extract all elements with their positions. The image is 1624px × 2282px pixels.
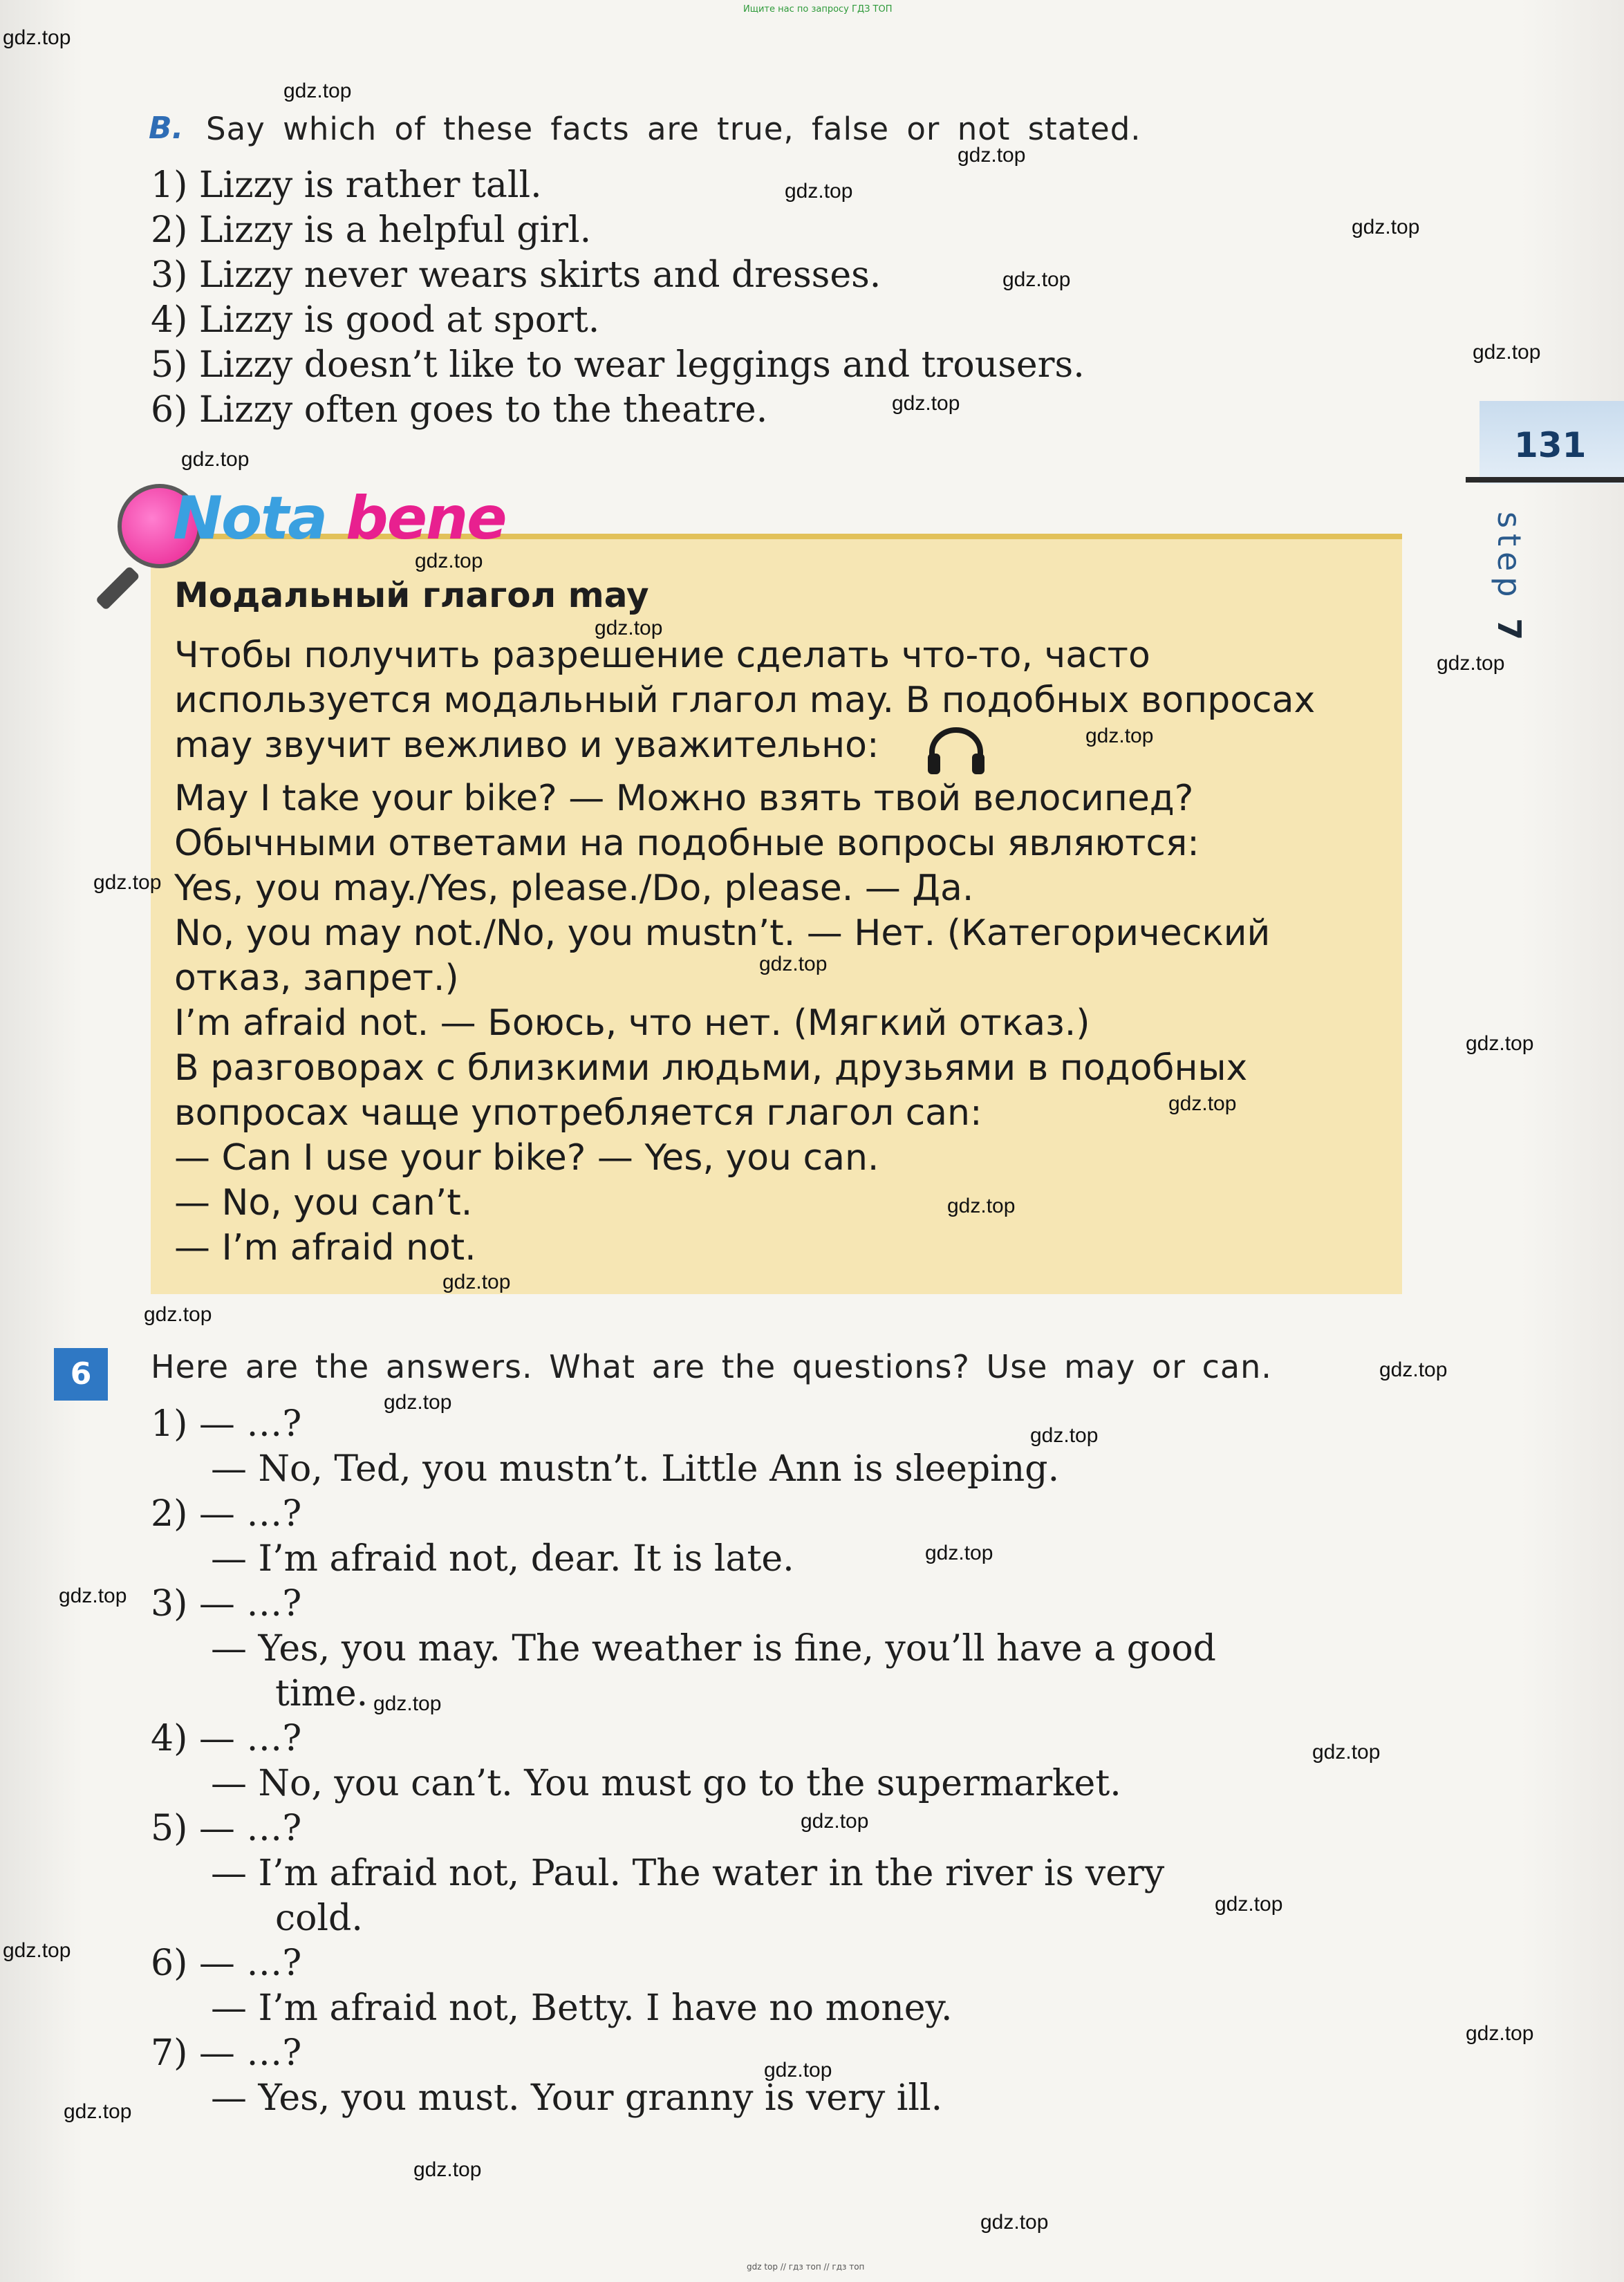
- question-item: 1) — …?: [151, 1403, 302, 1445]
- fact-item: 4) Lizzy is good at sport.: [151, 299, 600, 341]
- watermark-text: gdz.top: [892, 392, 960, 415]
- watermark-text: gdz.top: [1379, 1358, 1448, 1381]
- watermark-text: gdz.top: [1002, 268, 1071, 291]
- watermark-text: gdz.top: [1437, 652, 1505, 675]
- question-item: 5) — …?: [151, 1808, 302, 1849]
- question-item: 6) — …?: [151, 1943, 302, 1984]
- nota-bene-line: используется модальный глагол may. В подобных вопросах: [174, 680, 1316, 721]
- nota-bene-line: No, you may not./No, you mustn’t. — Нет. (Категорический: [174, 913, 1271, 954]
- step-label: [1491, 512, 1528, 646]
- watermark-text: gdz.top: [3, 26, 71, 49]
- step-number: 7: [1491, 618, 1528, 646]
- exercise-instruction: Here are the answers. What are the questions? Use may or can.: [151, 1348, 1272, 1385]
- nota-bene-logo-first: Nota: [173, 484, 327, 553]
- answer-line: — Yes, you must. Your granny is very ill.: [211, 2077, 943, 2119]
- question-item: 3) — …?: [151, 1583, 302, 1625]
- nota-bene-line: В разговорах с близкими людьми, друзьями в подобных: [174, 1047, 1248, 1089]
- watermark-text: gdz.top: [1030, 1424, 1099, 1447]
- watermark-text: gdz.top: [958, 144, 1026, 167]
- nota-bene-line: — I’m afraid not.: [174, 1227, 476, 1269]
- nota-bene-logo: [173, 484, 506, 553]
- watermark-text: gdz.top: [3, 1939, 71, 1962]
- page-number-rule: [1466, 477, 1624, 483]
- nota-bene-line: Yes, you may./Yes, please./Do, please. — Да.: [174, 868, 974, 909]
- answer-line: — I’m afraid not, Betty. I have no money.: [211, 1988, 953, 2029]
- watermark-text: gdz.top: [373, 1692, 442, 1715]
- question-item: 4) — …?: [151, 1718, 302, 1759]
- nota-bene-line: — Can I use your bike? — Yes, you can.: [174, 1137, 879, 1179]
- headphones-icon: [925, 726, 987, 776]
- watermark-text: gdz.top: [1352, 216, 1420, 239]
- watermark-text: gdz.top: [1466, 2022, 1534, 2045]
- watermark-text: gdz.top: [1466, 1032, 1534, 1055]
- answer-line: — No, you can’t. You must go to the supermarket.: [211, 1763, 1121, 1804]
- watermark-text: gdz.top: [1085, 724, 1154, 747]
- top-note: Ищите нас по запросу ГДЗ ТОП: [743, 4, 893, 15]
- watermark-text: gdz.top: [144, 1303, 212, 1326]
- watermark-text: gdz.top: [283, 80, 352, 102]
- page-number: 131: [1514, 425, 1587, 465]
- answer-line: time.: [275, 1673, 368, 1714]
- fact-item: 6) Lizzy often goes to the theatre.: [151, 389, 768, 431]
- fact-item: 1) Lizzy is rather tall.: [151, 165, 542, 206]
- watermark-text: gdz.top: [925, 1542, 993, 1564]
- watermark-text: gdz.top: [980, 2211, 1049, 2234]
- nota-bene-line: — No, you can’t.: [174, 1182, 473, 1224]
- watermark-text: gdz.top: [64, 2100, 132, 2123]
- watermark-text: gdz.top: [1473, 341, 1541, 364]
- watermark-text: gdz.top: [181, 448, 250, 471]
- watermark-text: gdz.top: [947, 1195, 1016, 1217]
- nota-bene-line: may звучит вежливо и уважительно:: [174, 724, 879, 766]
- answer-line: — Yes, you may. The weather is fine, you’ll have a good: [211, 1628, 1216, 1670]
- step-word: step: [1491, 512, 1528, 603]
- watermark-text: gdz.top: [93, 871, 162, 894]
- watermark-text: gdz.top: [415, 550, 483, 572]
- exercise-number-badge: 6: [54, 1348, 108, 1401]
- watermark-text: gdz.top: [764, 2059, 832, 2082]
- watermark-text: gdz.top: [59, 1584, 127, 1607]
- nota-bene-logo-second: bene: [346, 484, 506, 553]
- section-b-letter: B.: [149, 111, 184, 146]
- watermark-text: gdz.top: [384, 1391, 452, 1414]
- answer-line: cold.: [275, 1898, 363, 1939]
- bottom-note: gdz top // гдз топ // гдз топ: [747, 2262, 865, 2272]
- answer-line: — No, Ted, you mustn’t. Little Ann is sleeping.: [211, 1448, 1060, 1490]
- watermark-text: gdz.top: [413, 2158, 482, 2181]
- section-b-instruction: Say which of these facts are true, false or not stated.: [206, 111, 1141, 147]
- nota-bene-title: Модальный глагол may: [174, 575, 649, 615]
- nota-bene-line: Чтобы получить разрешение сделать что-то, часто: [174, 635, 1150, 676]
- watermark-text: gdz.top: [595, 617, 663, 639]
- fact-item: 3) Lizzy never wears skirts and dresses.: [151, 254, 881, 296]
- question-item: 2) — …?: [151, 1493, 302, 1535]
- nota-bene-line: I’m afraid not. — Боюсь, что нет. (Мягкий отказ.): [174, 1002, 1090, 1044]
- watermark-text: gdz.top: [1312, 1741, 1381, 1764]
- nota-bene-line: May I take your bike? — Можно взять твой велосипед?: [174, 778, 1194, 819]
- nota-bene-line: Обычными ответами на подобные вопросы являются:: [174, 823, 1200, 864]
- question-item: 7) — …?: [151, 2032, 302, 2074]
- watermark-text: gdz.top: [801, 1810, 869, 1833]
- nota-bene-line: вопросах чаще употребляется глагол can:: [174, 1092, 982, 1134]
- watermark-text: gdz.top: [442, 1271, 511, 1293]
- watermark-text: gdz.top: [1168, 1092, 1237, 1115]
- answer-line: — I’m afraid not, Paul. The water in the river is very: [211, 1853, 1165, 1894]
- watermark-text: gdz.top: [785, 180, 853, 203]
- fact-item: 2) Lizzy is a helpful girl.: [151, 209, 592, 251]
- watermark-text: gdz.top: [1215, 1893, 1283, 1916]
- answer-line: — I’m afraid not, dear. It is late.: [211, 1538, 794, 1580]
- nota-bene-line: отказ, запрет.): [174, 957, 459, 999]
- watermark-text: gdz.top: [759, 953, 828, 975]
- fact-item: 5) Lizzy doesn’t like to wear leggings and trousers.: [151, 344, 1085, 386]
